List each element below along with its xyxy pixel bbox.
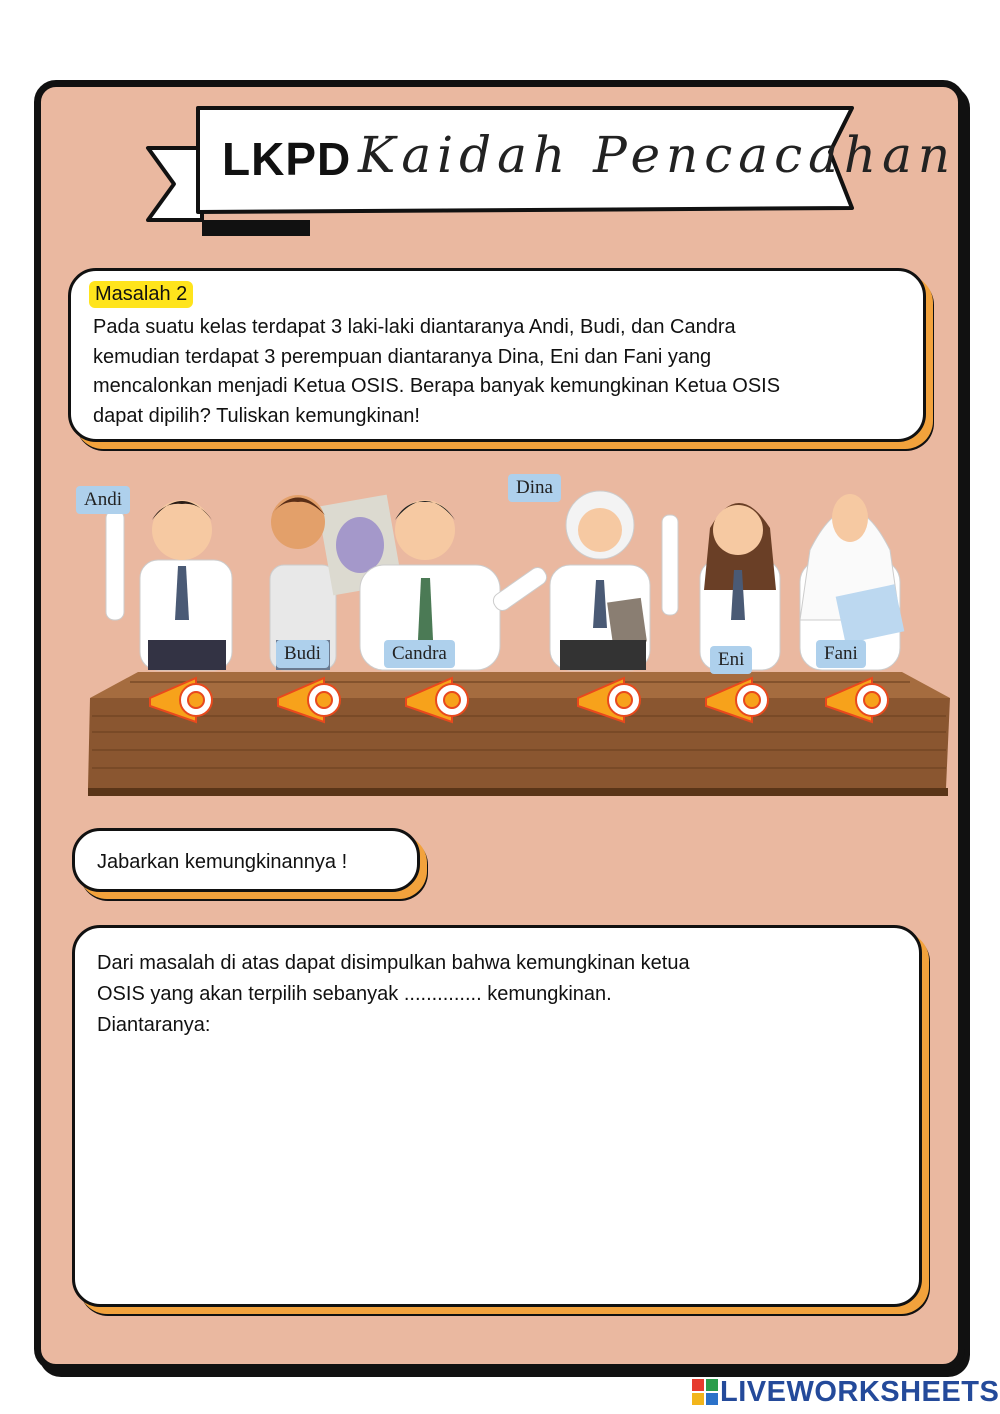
answer-line-1: Dari masalah di atas dapat disimpulkan bahwa kemungkinan ketua bbox=[97, 952, 690, 974]
answer-box[interactable] bbox=[72, 925, 922, 1307]
name-tag-budi: Budi bbox=[276, 640, 329, 668]
problem-line: Pada suatu kelas terdapat 3 laki-laki diantaranya Andi, Budi, dan Candra bbox=[93, 316, 736, 338]
liveworksheets-logo-icon bbox=[692, 1379, 718, 1405]
name-tag-fani: Fani bbox=[816, 640, 866, 668]
answer-line-3: Diantaranya: bbox=[97, 1014, 211, 1036]
student-figure-dina bbox=[550, 491, 650, 670]
problem-line: dapat dipilih? Tuliskan kemungkinan! bbox=[93, 404, 420, 427]
prompt-text: Jabarkan kemungkinannya ! bbox=[97, 851, 348, 873]
footer-brand: LIVEWORKSHEETS bbox=[720, 1376, 1000, 1408]
problem-line: mencalonkan menjadi Ketua OSIS. Berapa banyak kemungkinan Ketua OSIS bbox=[93, 375, 781, 397]
answer-line-2: OSIS yang akan terpilih sebanyak .............. kemungkinan. bbox=[97, 983, 612, 1005]
student-figure-eni bbox=[662, 503, 780, 670]
student-figure-andi bbox=[106, 500, 232, 670]
students-and-table bbox=[70, 470, 950, 800]
name-tag-candra: Candra bbox=[384, 640, 455, 668]
candidates-illustration bbox=[70, 470, 950, 800]
problem-line: kemudian terdapat 3 perempuan diantaranya Dina, Eni dan Fani yang bbox=[93, 345, 712, 368]
name-tag-eni: Eni bbox=[710, 646, 752, 674]
worksheet-title: LKPD bbox=[222, 133, 352, 185]
name-tag-andi: Andi bbox=[76, 486, 130, 514]
problem-text bbox=[93, 313, 903, 431]
problem-tag: Masalah 2 bbox=[89, 281, 193, 308]
problem-card bbox=[68, 268, 926, 442]
prompt-card bbox=[72, 828, 420, 892]
name-tag-dina: Dina bbox=[508, 474, 561, 502]
worksheet-subtitle: Kaidah Pencacahan bbox=[358, 126, 957, 184]
